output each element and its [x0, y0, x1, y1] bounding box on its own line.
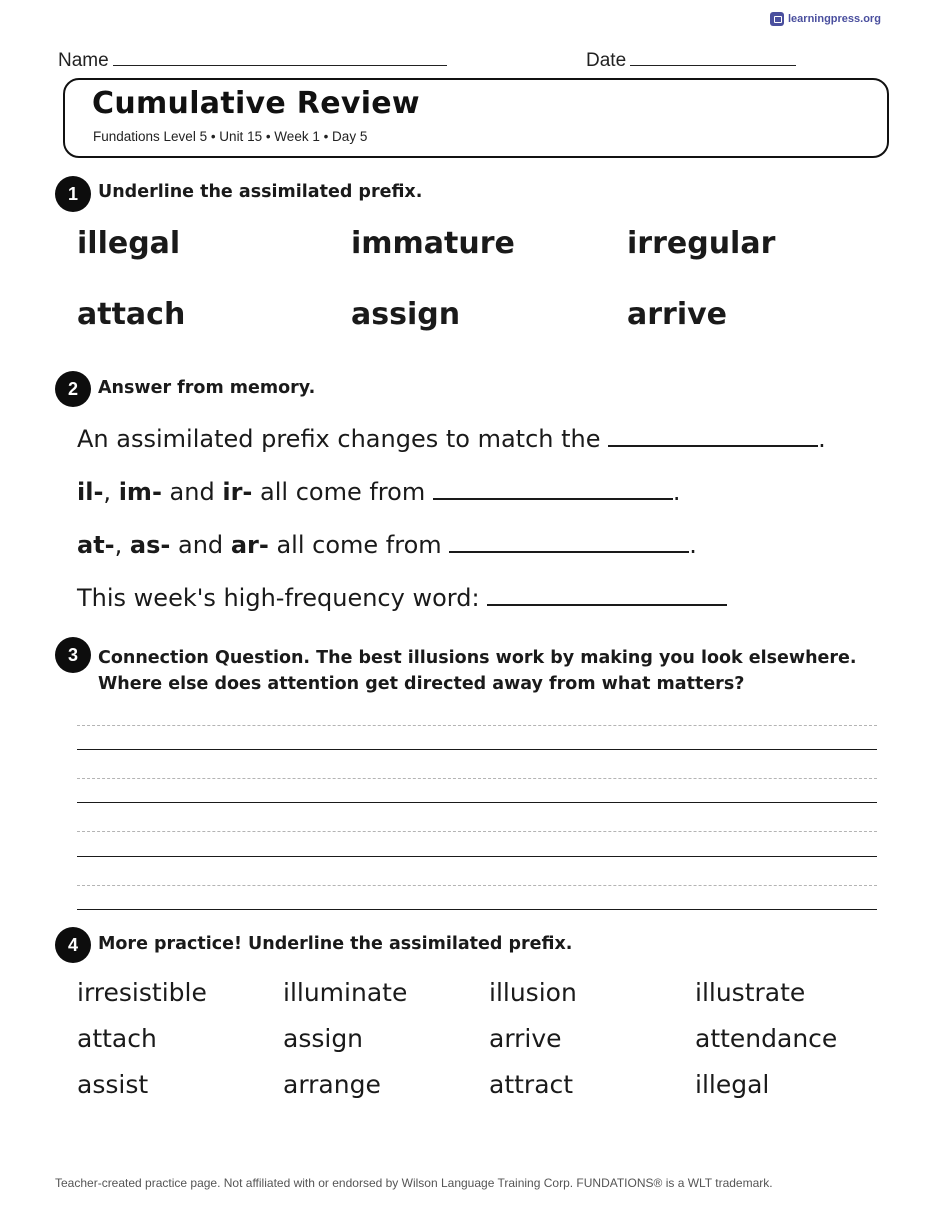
sentence-3: at-, as- and ar- all come from . [77, 531, 697, 559]
section-4-number: 4 [55, 927, 91, 963]
section-3-heading: Connection Question. The best illusions work by making you look elsewhere. Where else does attention get directed away from what matters? [98, 648, 857, 694]
writing-line[interactable] [77, 749, 877, 750]
section-3-number: 3 [55, 637, 91, 673]
section-1-heading: Underline the assimilated prefix. [98, 182, 423, 202]
name-line[interactable] [113, 47, 447, 66]
word-item: assist [77, 1070, 149, 1099]
word-item: irregular [627, 226, 776, 261]
word-item: assign [351, 297, 461, 332]
writing-guide-line [77, 778, 877, 779]
word-item: illegal [77, 226, 181, 261]
word-item: illustrate [695, 978, 806, 1007]
writing-line[interactable] [77, 802, 877, 803]
word-item: arrive [627, 297, 728, 332]
word-item: arrive [489, 1024, 562, 1053]
word-item: attach [77, 297, 186, 332]
date-field[interactable] [586, 47, 796, 72]
name-field[interactable] [58, 47, 447, 72]
word-item: irresistible [77, 978, 207, 1007]
date-line[interactable] [630, 47, 796, 66]
sentence-2: il-, im- and ir- all come from . [77, 478, 681, 506]
word-item: illegal [695, 1070, 770, 1099]
word-item: assign [283, 1024, 364, 1053]
word-item: illuminate [283, 978, 408, 1007]
word-item: attract [489, 1070, 574, 1099]
word-item: attach [77, 1024, 157, 1053]
brand-text: learningpress.org [788, 13, 881, 25]
word-item: immature [351, 226, 515, 261]
writing-guide-line [77, 725, 877, 726]
section-2-heading: Answer from memory. [98, 378, 316, 398]
section-2-number: 2 [55, 371, 91, 407]
name-label: Name [58, 50, 109, 71]
writing-line[interactable] [77, 909, 877, 910]
word-item: attendance [695, 1024, 838, 1053]
brand-link[interactable] [770, 12, 881, 26]
sentence-1: An assimilated prefix changes to match the . [77, 425, 826, 453]
page-title: Cumulative Review [92, 86, 420, 121]
page-subtitle: Fundations Level 5 • Unit 15 • Week 1 • Day 5 [93, 129, 368, 144]
writing-line[interactable] [77, 856, 877, 857]
answer-blank[interactable] [608, 423, 818, 447]
answer-blank[interactable] [449, 529, 689, 553]
date-label: Date [586, 50, 627, 71]
answer-blank[interactable] [433, 476, 673, 500]
section-4-heading: More practice! Underline the assimilated prefix. [98, 934, 573, 954]
word-item: illusion [489, 978, 577, 1007]
section-1-number: 1 [55, 176, 91, 212]
writing-guide-line [77, 885, 877, 886]
footer-disclaimer: Teacher-created practice page. Not affiliated with or endorsed by Wilson Language Training Corp. FUNDATIONS® is a WLT trademark. [55, 1176, 773, 1190]
book-icon [770, 12, 784, 26]
answer-blank[interactable] [487, 582, 727, 606]
writing-guide-line [77, 831, 877, 832]
word-item: arrange [283, 1070, 381, 1099]
sentence-4: This week's high-frequency word: [77, 582, 727, 612]
